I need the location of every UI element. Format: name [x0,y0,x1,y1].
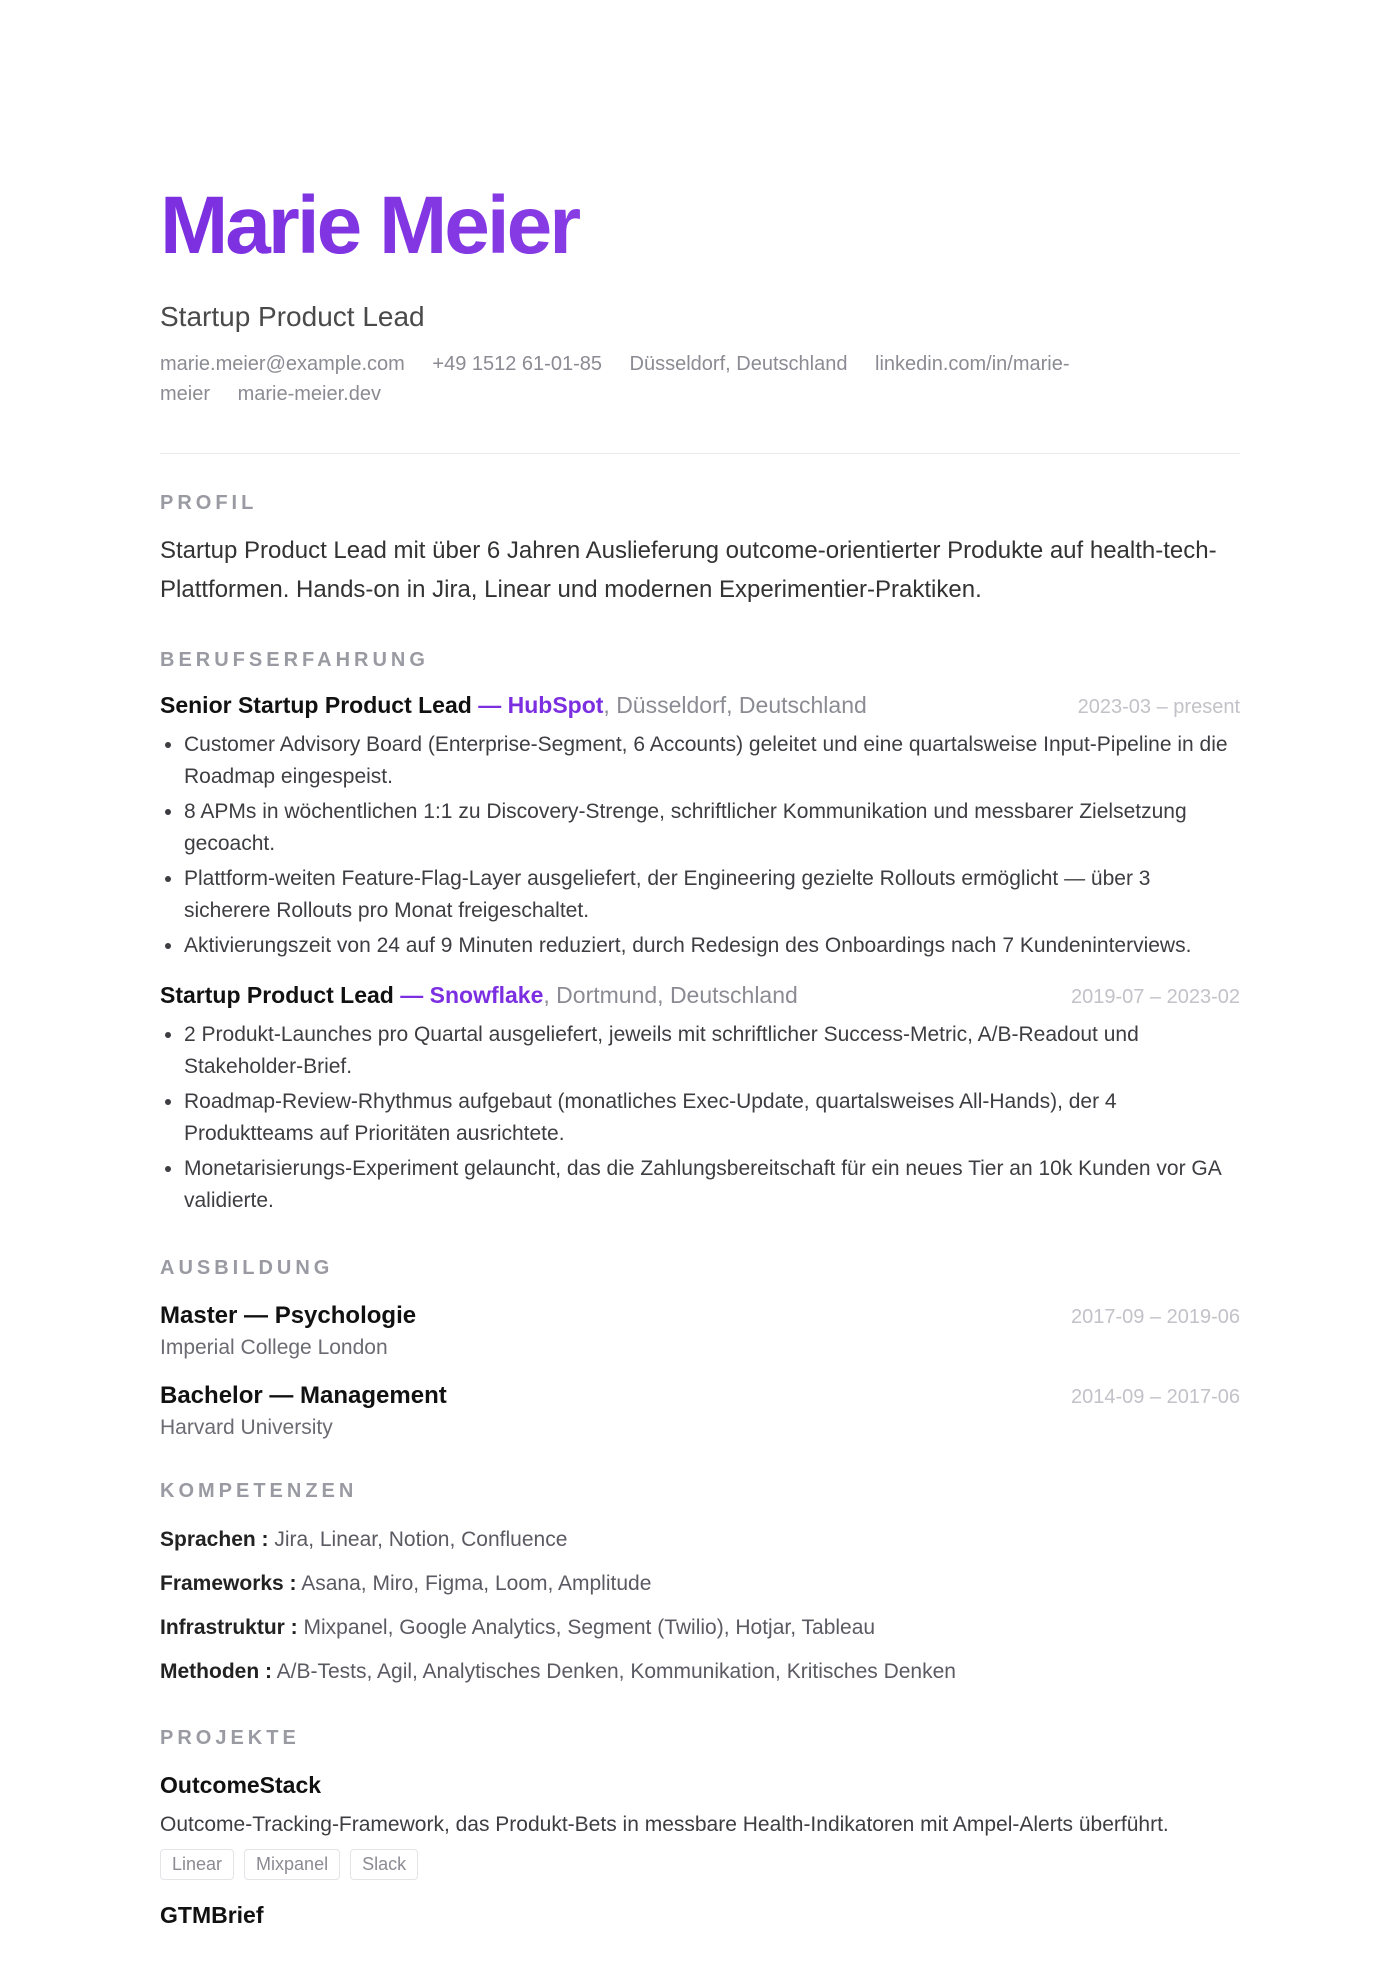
education-school: Imperial College London [160,1336,388,1359]
projects-section [160,1727,1240,1929]
education-dates: 2014-09 – 2017-06 [1070,1386,1240,1408]
candidate-name: Marie Meier [160,185,1240,267]
skill-values: Asana, Miro, Figma, Loom, Amplitude [296,1572,652,1595]
skills-section [160,1480,1240,1687]
skill-key: Infrastruktur : [160,1616,298,1639]
project-tag: Mixpanel [244,1849,340,1880]
section-title-education: AUSBILDUNG [160,1257,334,1279]
project-entry [160,1902,1240,1929]
contact-linkedin[interactable]: linkedin.com/in/marie-meier [160,353,1070,405]
skill-row [160,1525,1240,1555]
job-company: — HubSpot [478,692,604,718]
job-dates: 2019-07 – 2023-02 [1070,986,1240,1008]
project-tag: Slack [350,1849,418,1880]
education-entry [160,1302,1240,1360]
job-bullet: • Customer Advisory Board (Enterprise-Segment, 6 Accounts) geleitet und eine quartalsweise Input-Pipeline in die Roadmap eingespeist. [184,729,1240,793]
job-dates: 2023-03 – present [1077,696,1240,718]
education-entry [160,1382,1240,1440]
contact-line [160,349,1140,409]
job-bullet: • 8 APMs in wöchentlichen 1:1 zu Discovery-Strenge, schriftlicher Kommunikation und messbarer Zielsetzung gecoacht. [184,796,1240,860]
section-title-projects: PROJEKTE [160,1727,300,1749]
skill-row [160,1569,1240,1599]
skill-row [160,1613,1240,1643]
project-entry [160,1772,1240,1880]
header-divider [160,453,1240,454]
project-tags [160,1849,1240,1880]
education-degree: Master — Psychologie [160,1302,417,1329]
job-bullet: • Monetarisierungs-Experiment gelauncht, das die Zahlungsbereitschaft für ein neues Tier an 10k Kunden vor GA validierte. [184,1153,1240,1217]
skill-values: Jira, Linear, Notion, Confluence [268,1528,568,1551]
skill-values: A/B-Tests, Agil, Analytisches Denken, Kommunikation, Kritisches Denken [271,1660,956,1683]
skill-key: Sprachen : [160,1528,269,1551]
job-bullet: • Roadmap-Review-Rhythmus aufgebaut (monatliches Exec-Update, quartalsweises All-Hands), der 4 Produktteams auf Prioritäten ausrichtete. [184,1086,1240,1150]
project-name: GTMBrief [160,1902,264,1928]
job-title: Startup Product Lead [160,982,394,1008]
section-title-skills: KOMPETENZEN [160,1480,358,1502]
job-bullet: • Plattform-weiten Feature-Flag-Layer ausgeliefert, der Engineering gezielte Rollouts ermöglicht — über 3 sicherere Rollouts pro Monat freigeschaltet. [184,863,1240,927]
skill-row [160,1657,1240,1687]
project-description: Outcome-Tracking-Framework, das Produkt-Bets in messbare Health-Indikatoren mit Ampel-Alerts überführt. [160,1813,1169,1836]
contact-location: Düsseldorf, Deutschland [629,353,848,375]
section-title-experience: BERUFSERFAHRUNG [160,649,429,671]
profile-text: Startup Product Lead mit über 6 Jahren Auslieferung outcome-orientierter Produkte auf health-tech-Plattformen. Hands-on in Jira, Linear und modernen Experimentier-Praktiken. [160,537,1217,603]
profile-section [160,492,1240,609]
job-bullet: • 2 Produkt-Launches pro Quartal ausgeliefert, jeweils mit schriftlicher Success-Metric, A/B-Readout und Stakeholder-Brief. [184,1019,1240,1083]
education-dates: 2017-09 – 2019-06 [1070,1306,1240,1328]
skill-values: Mixpanel, Google Analytics, Segment (Twilio), Hotjar, Tableau [297,1616,876,1639]
education-degree: Bachelor — Management [160,1382,447,1409]
job-bullets [160,1019,1240,1217]
job-entry [160,692,1240,962]
contact-phone[interactable]: +49 1512 61-01-85 [432,353,602,375]
job-location: , Dortmund, Deutschland [543,982,798,1008]
education-school: Harvard University [160,1416,333,1439]
project-tag: Linear [160,1849,234,1880]
contact-email[interactable]: marie.meier@example.com [160,353,405,375]
skill-key: Methoden : [160,1660,272,1683]
job-entry [160,982,1240,1217]
contact-website[interactable]: marie-meier.dev [237,383,381,405]
education-section [160,1257,1240,1440]
project-name: OutcomeStack [160,1772,322,1798]
job-location: , Düsseldorf, Deutschland [603,692,867,718]
job-company: — Snowflake [400,982,544,1008]
experience-section [160,649,1240,1217]
candidate-role: Startup Product Lead [160,301,425,332]
job-title: Senior Startup Product Lead [160,692,472,718]
section-title-profile: PROFIL [160,492,258,514]
skill-key: Frameworks : [160,1572,297,1595]
job-bullet: • Aktivierungszeit von 24 auf 9 Minuten reduziert, durch Redesign des Onboardings nach 7 Kundeninterviews. [184,930,1240,962]
job-bullets [160,729,1240,962]
